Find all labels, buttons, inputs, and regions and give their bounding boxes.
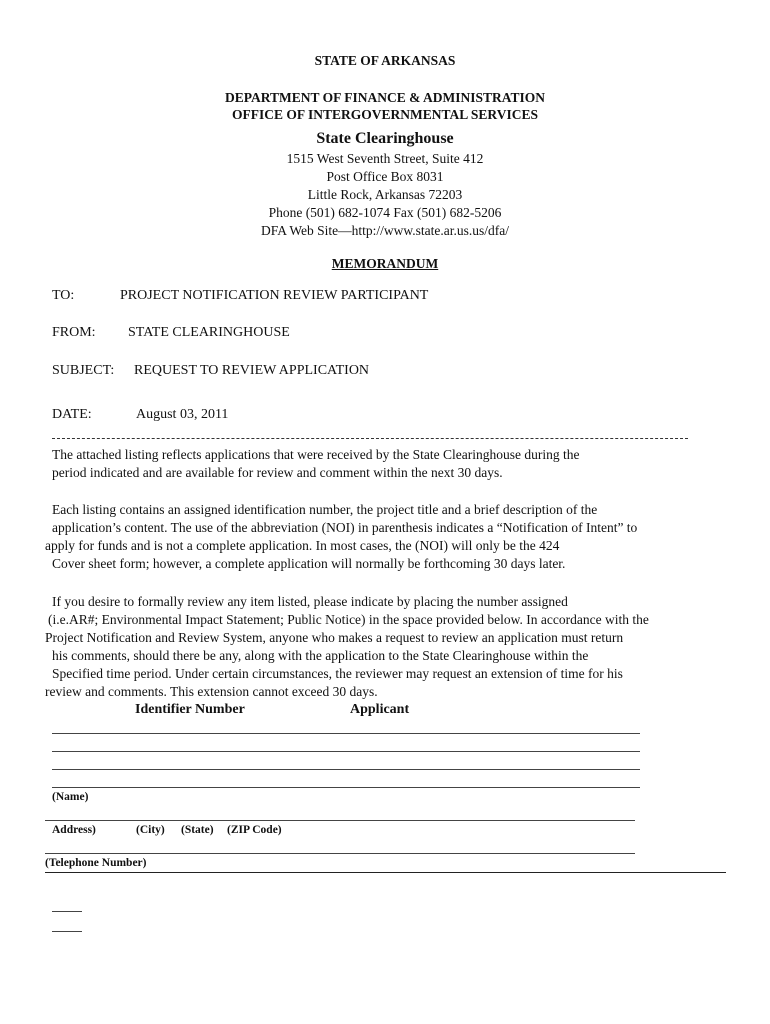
paragraph-1-line: The attached listing reflects applications that were received by the State Clearinghouse during the [52, 447, 580, 462]
address-label: Address) [52, 824, 96, 836]
paragraph-2-line: application’s content. The use of the abbreviation (NOI) in parenthesis indicates a “Notification of Intent” to [52, 520, 638, 535]
identifier-number-header: Identifier Number [135, 702, 245, 717]
phone-fax: Phone (501) 682-1074 Fax (501) 682-5206 [268, 205, 502, 220]
web-site[interactable]: DFA Web Site—http://www.state.ar.us.us/dfa/ [260, 223, 510, 238]
paragraph-1-line: period indicated and are available for review and comment within the next 30 days. [52, 465, 503, 480]
subject-label: SUBJECT: [52, 363, 115, 378]
entry-line[interactable] [52, 733, 640, 734]
zip-label: (ZIP Code) [227, 824, 282, 836]
entry-line[interactable] [52, 751, 640, 752]
name-line[interactable] [45, 820, 635, 821]
telephone-label: (Telephone Number) [45, 857, 147, 869]
name-label: (Name) [52, 791, 89, 803]
paragraph-3-line: Project Notification and Review System, anyone who makes a request to review an application must return [45, 630, 624, 645]
city-label: (City) [136, 824, 165, 836]
address-line-2: Post Office Box 8031 [326, 169, 444, 184]
agency-title: State Clearinghouse [316, 130, 454, 147]
state-label: (State) [181, 824, 214, 836]
state-heading: STATE OF ARKANSAS [314, 53, 456, 68]
date-value: August 03, 2011 [136, 407, 229, 422]
from-value: STATE CLEARINGHOUSE [128, 325, 290, 340]
short-blank[interactable] [52, 911, 82, 912]
paragraph-3-line: Specified time period. Under certain circumstances, the reviewer may request an extension of time for his [52, 666, 623, 681]
paragraph-2-line: apply for funds and is not a complete application. In most cases, the (NOI) will only be the 424 [45, 538, 560, 553]
office-heading: OFFICE OF INTERGOVERNMENTAL SERVICES [232, 107, 538, 122]
telephone-line[interactable] [45, 872, 726, 873]
date-label: DATE: [52, 407, 92, 422]
paragraph-3-line: If you desire to formally review any item listed, please indicate by placing the number assigned [52, 594, 568, 609]
paragraph-3-line: (i.e.AR#; Environmental Impact Statement; Public Notice) in the space provided below. In accordance with the [48, 612, 649, 627]
subject-value: REQUEST TO REVIEW APPLICATION [134, 363, 370, 378]
address-city: Little Rock, Arkansas 72203 [307, 187, 463, 202]
paragraph-3-line: review and comments. This extension cannot exceed 30 days. [45, 684, 378, 699]
applicant-header: Applicant [350, 702, 410, 717]
to-value: PROJECT NOTIFICATION REVIEW PARTICIPANT [120, 288, 429, 303]
department-heading: DEPARTMENT OF FINANCE & ADMINISTRATION [224, 90, 546, 105]
entry-line[interactable] [52, 769, 640, 770]
address-line-1: 1515 West Seventh Street, Suite 412 [286, 151, 484, 166]
short-blank[interactable] [52, 931, 82, 932]
paragraph-2-line: Each listing contains an assigned identification number, the project title and a brief description of the [52, 502, 598, 517]
entry-line[interactable] [52, 787, 640, 788]
to-label: TO: [52, 288, 75, 303]
address-line[interactable] [45, 853, 635, 854]
paragraph-3-line: his comments, should there be any, along with the application to the State Clearinghouse within the [52, 648, 589, 663]
from-label: FROM: [52, 325, 96, 340]
memo-title: MEMORANDUM [331, 256, 439, 271]
dashed-divider [52, 438, 688, 439]
paragraph-2-line: Cover sheet form; however, a complete application will normally be forthcoming 30 days later. [52, 556, 566, 571]
